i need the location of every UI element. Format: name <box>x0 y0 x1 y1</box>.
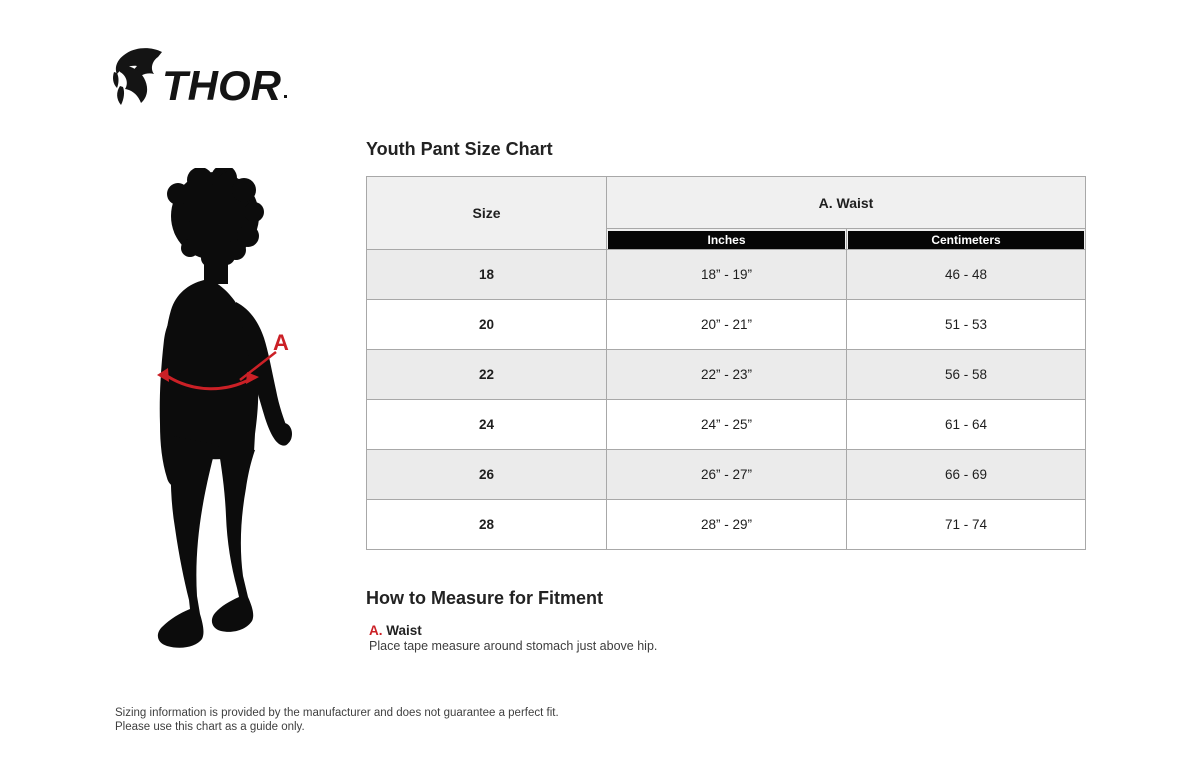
subheader-centimeters-cell <box>847 229 1086 250</box>
disclaimer-line-1: Sizing information is provided by the manufacturer and does not guarantee a perfect fit. <box>115 707 559 719</box>
size-cell: 24 <box>367 400 607 450</box>
sizing-disclaimer <box>115 706 559 734</box>
thor-logo <box>112 46 297 108</box>
centimeters-cell: 56 - 58 <box>847 350 1086 400</box>
centimeters-cell: 71 - 74 <box>847 500 1086 550</box>
measure-section-heading: How to Measure for Fitment <box>366 588 604 608</box>
inches-cell: 24” - 25” <box>607 400 847 450</box>
child-silhouette-figure <box>148 168 308 664</box>
trademark-mark <box>284 95 287 98</box>
table-row <box>367 450 1086 500</box>
size-cell: 28 <box>367 500 607 550</box>
inches-cell: 22” - 23” <box>607 350 847 400</box>
centimeters-cell: 46 - 48 <box>847 250 1086 300</box>
disclaimer-line-2: Please use this chart as a guide only. <box>115 721 305 733</box>
centimeters-cell: 66 - 69 <box>847 450 1086 500</box>
measure-item-letter: A. <box>369 623 383 638</box>
column-header-size: Size <box>367 177 607 250</box>
inches-cell: 28” - 29” <box>607 500 847 550</box>
child-silhouette <box>158 168 292 648</box>
measure-item-waist <box>369 623 657 654</box>
measure-item-description: Place tape measure around stomach just above hip. <box>369 639 658 653</box>
size-chart-table <box>366 176 1086 550</box>
brand-name: THOR <box>162 62 281 108</box>
centimeters-cell: 51 - 53 <box>847 300 1086 350</box>
inches-cell: 20” - 21” <box>607 300 847 350</box>
table-row <box>367 250 1086 300</box>
table-row <box>367 500 1086 550</box>
table-row <box>367 300 1086 350</box>
inches-cell: 26” - 27” <box>607 450 847 500</box>
subheader-inches-cell <box>607 229 847 250</box>
column-group-header-waist: A. Waist <box>607 177 1086 229</box>
measure-label-a: A <box>273 330 289 355</box>
table-row <box>367 350 1086 400</box>
page-title: Youth Pant Size Chart <box>366 139 553 159</box>
measure-item-title <box>369 623 657 639</box>
subheader-centimeters: Centimeters <box>848 231 1084 249</box>
inches-cell: 18” - 19” <box>607 250 847 300</box>
size-cell: 18 <box>367 250 607 300</box>
centimeters-cell: 61 - 64 <box>847 400 1086 450</box>
subheader-inches: Inches <box>608 231 845 249</box>
thor-ram-icon <box>113 48 162 105</box>
size-cell: 22 <box>367 350 607 400</box>
table-row <box>367 400 1086 450</box>
size-cell: 20 <box>367 300 607 350</box>
measure-item-label: Waist <box>386 623 422 638</box>
size-cell: 26 <box>367 450 607 500</box>
